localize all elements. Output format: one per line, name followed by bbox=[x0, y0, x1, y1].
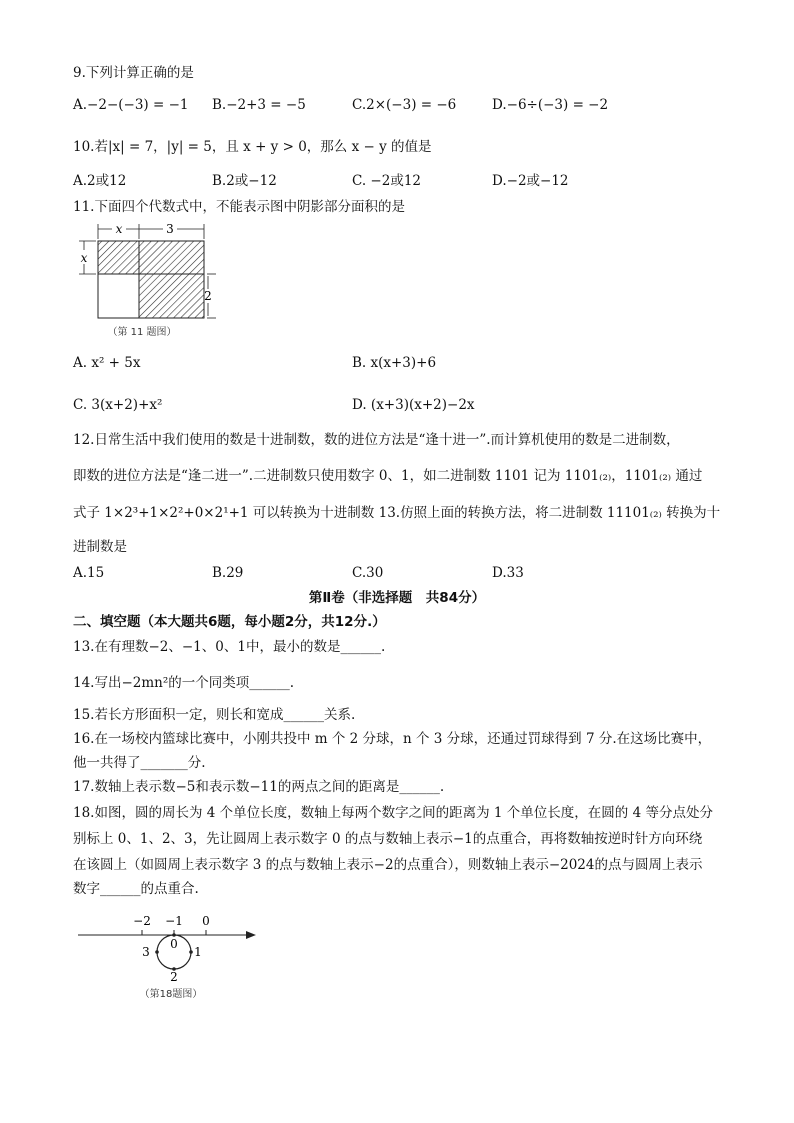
q10-stem: 10.若|x| = 7，|y| = 5，且 x + y > 0，那么 x − y 的值是 bbox=[73, 139, 432, 155]
q16-line-2: 他一共得了_______分. bbox=[73, 755, 206, 771]
q18-line-2: 别标上 0、1、2、3，先让圆周上表示数字 0 的点与数轴上表示−1的点重合，再将数轴按逆时针方向环绕 bbox=[73, 831, 703, 847]
q9-option-a: A.−2−(−3) = −1 bbox=[73, 97, 189, 113]
q10-option-a: A.2或12 bbox=[73, 173, 127, 189]
tick-label-minus-1: −1 bbox=[165, 914, 183, 928]
shaded-top-left bbox=[98, 241, 139, 274]
figure-18-caption: （第18题图） bbox=[139, 989, 203, 1000]
q12-line-1: 12.日常生活中我们使用的数是十进制数，数的进位方法是“逢十进一”.而计算机使用的数是二进制数， bbox=[73, 432, 680, 448]
q10-option-b: B.2或−12 bbox=[212, 173, 277, 189]
circle-label-1: 1 bbox=[194, 945, 202, 959]
label-x-top: x bbox=[115, 222, 123, 236]
q12-line-4: 进制数是 bbox=[73, 539, 127, 555]
q18-line-1: 18.如图，圆的周长为 4 个单位长度，数轴上每两个数字之间的距离为 1 个单位长度，在圆的 4 等分点处分 bbox=[73, 805, 713, 821]
q12-option-c: C.30 bbox=[352, 565, 384, 581]
section-2-title: 二、填空题（本大题共6题，每小题2分，共12分.） bbox=[73, 614, 386, 630]
q12-option-a: A.15 bbox=[73, 565, 105, 581]
q13: 13.在有理数−2、−1、0、1中，最小的数是______. bbox=[73, 639, 386, 655]
label-2: 2 bbox=[204, 289, 212, 303]
circle-label-0: 0 bbox=[170, 937, 178, 951]
part-2-title: 第Ⅱ卷（非选择题 共84分） bbox=[308, 590, 486, 606]
label-3: 3 bbox=[166, 222, 174, 236]
q9-option-b: B.−2+3 = −5 bbox=[212, 97, 306, 113]
q9-option-d: D.−6÷(−3) = −2 bbox=[492, 97, 609, 113]
shaded-bottom-right bbox=[139, 274, 204, 318]
rectangle-diagram bbox=[74, 219, 224, 341]
q18-line-4: 数字______的点重合. bbox=[73, 881, 199, 897]
q16-line-1: 16.在一场校内篮球比赛中，小刚共投中 m 个 2 分球，n 个 3 分球，还通过罚球得到 7 分.在这场比赛中， bbox=[73, 731, 712, 747]
q12-option-d: D.33 bbox=[492, 565, 524, 581]
q12-line-2: 即数的进位方法是“逢二进一”.二进制数只使用数字 0、1，如二进制数 1101 记为 1101₍₂₎，1101₍₂₎ 通过 bbox=[73, 468, 703, 484]
number-line-circle-diagram bbox=[76, 908, 266, 1003]
q11-option-c: C. 3(x+2)+x² bbox=[73, 397, 163, 413]
unshaded-bottom-left bbox=[98, 274, 139, 318]
q14: 14.写出−2mn²的一个同类项______. bbox=[73, 675, 295, 691]
q11-option-a: A. x² + 5x bbox=[73, 355, 141, 371]
tick-label-minus-2: −2 bbox=[133, 914, 151, 928]
q12-option-b: B.29 bbox=[212, 565, 244, 581]
q11-option-d: D. (x+3)(x+2)−2x bbox=[352, 397, 475, 413]
q9-stem: 9.下列计算正确的是 bbox=[73, 65, 194, 81]
circle-label-2: 2 bbox=[170, 970, 178, 984]
shaded-top-right bbox=[139, 241, 204, 274]
q9-option-c: C.2×(−3) = −6 bbox=[352, 97, 457, 113]
q17: 17.数轴上表示数−5和表示数−11的两点之间的距离是______. bbox=[73, 779, 445, 795]
q10-option-c: C. −2或12 bbox=[352, 173, 422, 189]
q18-figure bbox=[76, 908, 266, 1003]
label-x-left: x bbox=[80, 251, 88, 265]
number-line-arrow bbox=[246, 931, 256, 939]
q12-line-3: 式子 1×2³+1×2²+0×2¹+1 可以转换为十进制数 13.仿照上面的转换方法，将二进制数 11101₍₂₎ 转换为十 bbox=[73, 505, 721, 521]
q18-line-3: 在该圆上（如圆周上表示数字 3 的点与数轴上表示−2的点重合），则数轴上表示−2024的点与圆周上表示 bbox=[73, 857, 703, 873]
tick-label-0: 0 bbox=[202, 914, 210, 928]
q11-stem: 11.下面四个代数式中，不能表示图中阴影部分面积的是 bbox=[73, 199, 405, 215]
q10-option-d: D.−2或−12 bbox=[492, 173, 569, 189]
circle-label-3: 3 bbox=[142, 945, 150, 959]
figure-11-caption: （第 11 题图） bbox=[107, 327, 177, 338]
q15: 15.若长方形面积一定，则长和宽成______关系. bbox=[73, 707, 356, 723]
q11-option-b: B. x(x+3)+6 bbox=[352, 355, 437, 371]
q11-figure bbox=[74, 219, 224, 341]
